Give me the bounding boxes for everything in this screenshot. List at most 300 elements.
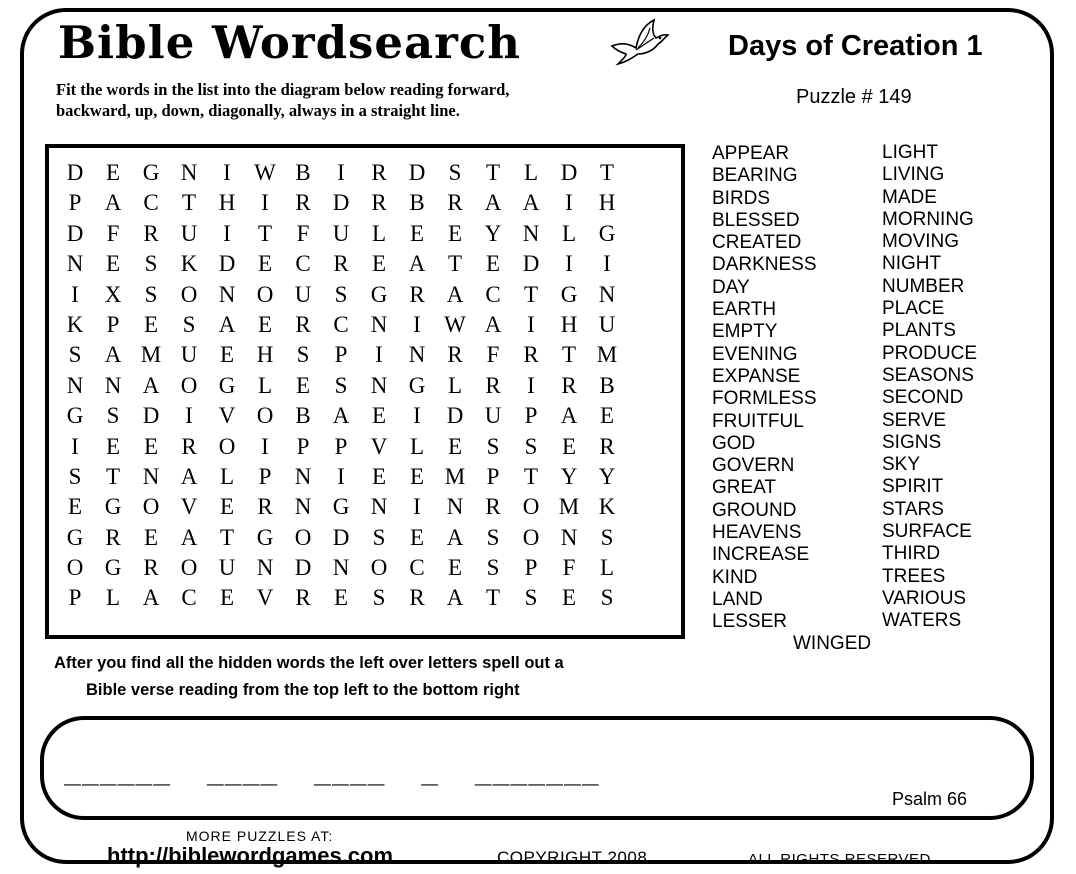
grid-cell[interactable]: T bbox=[561, 342, 577, 368]
grid-cell[interactable]: O bbox=[180, 555, 198, 581]
grid-cell[interactable]: I bbox=[527, 372, 535, 398]
grid-cell[interactable]: I bbox=[261, 190, 269, 216]
grid-cell[interactable]: I bbox=[413, 311, 421, 337]
grid-cell[interactable]: N bbox=[256, 555, 274, 581]
grid-cell[interactable]: R bbox=[181, 433, 197, 459]
grid-cell[interactable]: G bbox=[104, 494, 122, 520]
grid-cell[interactable]: N bbox=[522, 220, 540, 246]
grid-cell[interactable]: O bbox=[218, 433, 236, 459]
word-list-item: LAND bbox=[712, 588, 763, 610]
grid-cell[interactable]: B bbox=[295, 403, 311, 429]
grid-cell[interactable]: R bbox=[485, 494, 501, 520]
grid-row bbox=[56, 280, 626, 310]
grid-cell[interactable]: A bbox=[446, 524, 464, 550]
grid-cell[interactable]: T bbox=[523, 281, 539, 307]
grid-cell[interactable]: P bbox=[106, 311, 120, 337]
copyright-text: COPYRIGHT 2008 bbox=[497, 848, 648, 867]
grid-cell[interactable]: G bbox=[560, 281, 578, 307]
grid-cell[interactable]: R bbox=[409, 281, 425, 307]
grid-cell[interactable]: O bbox=[180, 372, 198, 398]
grid-cell[interactable]: S bbox=[486, 524, 500, 550]
grid-cell[interactable]: E bbox=[67, 494, 83, 520]
grid-cell[interactable]: A bbox=[446, 281, 464, 307]
verse-reference: Psalm 66 bbox=[892, 789, 968, 809]
word-list-item: FORMLESS bbox=[712, 388, 817, 410]
grid-cell[interactable]: N bbox=[408, 342, 426, 368]
grid-cell[interactable]: L bbox=[409, 433, 425, 459]
grid-cell[interactable]: F bbox=[486, 342, 500, 368]
page-title: Bible Wordsearch bbox=[58, 16, 521, 69]
grid-cell[interactable]: N bbox=[142, 463, 160, 489]
grid-cell[interactable]: Y bbox=[484, 220, 502, 246]
word-list-item: BLESSED bbox=[712, 209, 800, 231]
grid-cell[interactable]: H bbox=[218, 190, 236, 216]
word-list-item: EMPTY bbox=[712, 321, 778, 343]
grid-cell[interactable]: R bbox=[523, 342, 539, 368]
grid-cell[interactable]: N bbox=[370, 311, 388, 337]
grid-cell[interactable]: B bbox=[599, 372, 615, 398]
grid-cell[interactable]: N bbox=[294, 463, 312, 489]
grid-cell[interactable]: L bbox=[257, 372, 273, 398]
grid-cell[interactable]: C bbox=[143, 190, 159, 216]
grid-row bbox=[56, 553, 626, 583]
instructions-line-2: backward, up, down, diagonally, always in a straight line. bbox=[56, 101, 460, 120]
grid-cell[interactable]: D bbox=[522, 251, 540, 277]
grid-cell[interactable]: Y bbox=[598, 463, 616, 489]
grid-cell[interactable]: R bbox=[295, 311, 311, 337]
grid-cell[interactable]: D bbox=[294, 555, 312, 581]
grid-cell[interactable]: X bbox=[104, 281, 122, 307]
grid-cell[interactable]: R bbox=[143, 555, 159, 581]
grid-cell[interactable]: S bbox=[182, 311, 196, 337]
grid-cell[interactable]: T bbox=[257, 220, 273, 246]
grid-row bbox=[56, 401, 626, 431]
word-list-item: THIRD bbox=[882, 543, 941, 565]
grid-row bbox=[56, 310, 626, 340]
grid-cell[interactable]: A bbox=[180, 463, 198, 489]
grid-cell[interactable]: O bbox=[294, 524, 312, 550]
grid-cell[interactable]: E bbox=[219, 342, 235, 368]
grid-cell[interactable]: O bbox=[370, 555, 388, 581]
grid-cell[interactable]: N bbox=[218, 281, 236, 307]
grid-row bbox=[56, 188, 626, 218]
grid-cell[interactable]: D bbox=[66, 160, 84, 185]
grid-cell[interactable]: M bbox=[444, 463, 466, 489]
word-list-item: GREAT bbox=[712, 477, 777, 499]
grid-cell[interactable]: C bbox=[333, 311, 349, 337]
word-list-item: NIGHT bbox=[882, 253, 942, 275]
grid-cell[interactable]: A bbox=[332, 403, 350, 429]
grid-cell[interactable]: R bbox=[295, 190, 311, 216]
grid-cell[interactable]: S bbox=[486, 555, 500, 581]
grid-cell[interactable]: G bbox=[66, 403, 84, 429]
grid-cell[interactable]: N bbox=[560, 524, 578, 550]
grid-cell[interactable]: N bbox=[104, 372, 122, 398]
grid-cell[interactable]: E bbox=[409, 220, 425, 246]
grid-cell[interactable]: U bbox=[484, 403, 502, 429]
grid-cell[interactable]: S bbox=[68, 463, 82, 489]
grid-cell[interactable]: D bbox=[218, 251, 236, 277]
word-list-item: FRUITFUL bbox=[712, 410, 804, 432]
grid-cell[interactable]: R bbox=[409, 585, 425, 611]
grid-cell[interactable]: P bbox=[68, 585, 82, 611]
grid-cell[interactable]: A bbox=[142, 585, 160, 611]
grid-cell[interactable]: I bbox=[223, 160, 231, 185]
grid-cell[interactable]: R bbox=[333, 251, 349, 277]
grid-row bbox=[56, 432, 626, 462]
grid-cell[interactable]: D bbox=[332, 190, 350, 216]
grid-cell[interactable]: R bbox=[371, 160, 387, 185]
grid-cell[interactable]: O bbox=[522, 524, 540, 550]
after-line-2: Bible verse reading from the top left to the bottom right bbox=[86, 681, 520, 699]
answer-blanks[interactable]: ______ ____ ____ _ _______ bbox=[64, 753, 600, 786]
grid-cell[interactable]: P bbox=[296, 433, 310, 459]
grid-row bbox=[56, 249, 626, 279]
grid-cell[interactable]: E bbox=[257, 251, 273, 277]
grid-cell[interactable]: T bbox=[219, 524, 235, 550]
grid-cell[interactable]: I bbox=[375, 342, 383, 368]
grid-cell[interactable]: N bbox=[332, 555, 350, 581]
grid-cell[interactable]: S bbox=[144, 251, 158, 277]
grid-cell[interactable]: T bbox=[105, 463, 121, 489]
grid-cell[interactable]: N bbox=[370, 494, 388, 520]
grid-cell[interactable]: E bbox=[105, 433, 121, 459]
grid-cell[interactable]: R bbox=[561, 372, 577, 398]
word-list-item: MOVING bbox=[882, 231, 960, 253]
word-list-item: KIND bbox=[712, 566, 758, 588]
word-list-last-word: WINGED bbox=[793, 633, 872, 654]
grid-cell[interactable]: U bbox=[218, 555, 236, 581]
grid-cell[interactable]: E bbox=[447, 433, 463, 459]
grid-cell[interactable]: G bbox=[408, 372, 426, 398]
grid-cell[interactable]: U bbox=[180, 220, 198, 246]
grid-cell[interactable]: I bbox=[565, 251, 573, 277]
grid-cell[interactable]: Y bbox=[560, 463, 578, 489]
grid-cell[interactable]: E bbox=[561, 585, 577, 611]
word-list-item: BEARING bbox=[712, 165, 798, 187]
grid-cell[interactable]: R bbox=[105, 524, 121, 550]
grid-cell[interactable]: I bbox=[185, 403, 193, 429]
word-list-item: SECOND bbox=[882, 387, 964, 409]
grid-cell[interactable]: G bbox=[332, 494, 350, 520]
grid-cell[interactable]: N bbox=[294, 494, 312, 520]
word-list-item: SPIRIT bbox=[882, 476, 944, 498]
grid-cell[interactable]: E bbox=[409, 524, 425, 550]
grid-cell[interactable]: G bbox=[142, 160, 160, 185]
grid-cell[interactable]: O bbox=[256, 281, 274, 307]
grid-cell[interactable]: R bbox=[143, 220, 159, 246]
grid-cell[interactable]: E bbox=[143, 433, 159, 459]
grid-cell[interactable]: H bbox=[256, 342, 274, 368]
grid-cell[interactable]: E bbox=[599, 403, 615, 429]
grid-cell[interactable]: S bbox=[372, 524, 386, 550]
word-list-item: GOVERN bbox=[712, 455, 795, 477]
grid-cell[interactable]: C bbox=[409, 555, 425, 581]
grid-cell[interactable]: U bbox=[294, 281, 312, 307]
word-list-item: VARIOUS bbox=[882, 587, 967, 609]
grid-cell[interactable]: I bbox=[565, 190, 573, 216]
grid-cell[interactable]: B bbox=[295, 160, 311, 185]
word-list-item: LIGHT bbox=[882, 142, 938, 163]
grid-row bbox=[56, 583, 626, 613]
word-list-item: PLANTS bbox=[882, 320, 956, 342]
grid-cell[interactable]: C bbox=[181, 585, 197, 611]
grid-cell[interactable]: A bbox=[104, 342, 122, 368]
rights-text: ALL RIGHTS RESERVED bbox=[748, 851, 931, 868]
word-list-item: HEAVENS bbox=[712, 522, 802, 544]
grid-cell[interactable]: N bbox=[446, 494, 464, 520]
grid-cell[interactable]: O bbox=[180, 281, 198, 307]
grid-cell[interactable]: I bbox=[413, 403, 421, 429]
grid-cell[interactable]: S bbox=[334, 281, 348, 307]
grid-cell[interactable]: T bbox=[485, 160, 501, 185]
grid-cell[interactable]: E bbox=[447, 555, 463, 581]
word-list-item: PLACE bbox=[882, 298, 945, 320]
grid-cell[interactable]: S bbox=[448, 160, 462, 185]
grid-cell[interactable]: E bbox=[105, 160, 121, 185]
grid-cell[interactable]: G bbox=[256, 524, 274, 550]
grid-cell[interactable]: P bbox=[524, 555, 538, 581]
word-list-item: INCREASE bbox=[712, 544, 810, 566]
puzzle-number: Puzzle # 149 bbox=[796, 86, 912, 108]
grid-cell[interactable]: D bbox=[142, 403, 160, 429]
grid-cell[interactable]: D bbox=[408, 160, 426, 185]
grid-cell[interactable]: E bbox=[485, 251, 501, 277]
word-list-item: LIVING bbox=[882, 164, 945, 186]
grid-cell[interactable]: E bbox=[105, 251, 121, 277]
grid-cell[interactable]: E bbox=[333, 585, 349, 611]
grid-cell[interactable]: O bbox=[66, 555, 84, 581]
grid-cell[interactable]: V bbox=[370, 433, 388, 459]
grid-row bbox=[56, 219, 626, 249]
grid-cell[interactable]: S bbox=[144, 281, 158, 307]
grid-cell[interactable]: A bbox=[484, 190, 502, 216]
word-list-item: MADE bbox=[882, 186, 937, 208]
word-list-item: GOD bbox=[712, 432, 756, 454]
word-list-item: LESSER bbox=[712, 611, 787, 633]
grid-cell[interactable]: I bbox=[527, 311, 535, 337]
word-list-item: TREES bbox=[882, 565, 946, 587]
grid-cell[interactable]: U bbox=[180, 342, 198, 368]
grid-cell[interactable]: H bbox=[598, 190, 616, 216]
grid-cell[interactable]: A bbox=[408, 251, 426, 277]
grid-cell[interactable]: L bbox=[599, 555, 615, 581]
grid-cell[interactable]: N bbox=[370, 372, 388, 398]
grid-cell[interactable]: P bbox=[334, 433, 348, 459]
grid-cell[interactable]: D bbox=[446, 403, 464, 429]
grid-cell[interactable]: S bbox=[68, 342, 82, 368]
grid-cell[interactable]: E bbox=[143, 311, 159, 337]
grid-cell[interactable]: S bbox=[524, 433, 538, 459]
word-list-item: SKY bbox=[882, 454, 921, 476]
word-list-item: BIRDS bbox=[712, 187, 771, 209]
grid-cell[interactable]: K bbox=[180, 251, 198, 277]
word-list-item: WATERS bbox=[882, 610, 962, 632]
grid-cell[interactable]: N bbox=[66, 372, 84, 398]
after-line-1: After you find all the hidden words the left over letters spell out a bbox=[54, 654, 564, 672]
grid-cell[interactable]: S bbox=[334, 372, 348, 398]
grid-row bbox=[56, 523, 626, 553]
grid-cell[interactable]: A bbox=[142, 372, 160, 398]
word-list-item: EVENING bbox=[712, 343, 798, 365]
grid-cell[interactable]: O bbox=[522, 494, 540, 520]
word-list-item: MORNING bbox=[882, 208, 974, 230]
grid-cell[interactable]: F bbox=[106, 220, 120, 246]
grid-cell[interactable]: G bbox=[66, 524, 84, 550]
grid-cell[interactable]: N bbox=[598, 281, 616, 307]
website-link[interactable]: http://biblewordgames.com bbox=[107, 843, 394, 868]
grid-cell[interactable]: S bbox=[524, 585, 538, 611]
grid-row bbox=[56, 492, 626, 522]
grid-cell[interactable]: E bbox=[219, 585, 235, 611]
grid-cell[interactable]: R bbox=[371, 190, 387, 216]
word-list-item: DARKNESS bbox=[712, 254, 817, 276]
grid-cell[interactable]: H bbox=[560, 311, 578, 337]
grid-cell[interactable]: U bbox=[332, 220, 350, 246]
grid-cell[interactable]: M bbox=[140, 342, 162, 368]
grid-cell[interactable]: R bbox=[257, 494, 273, 520]
word-list-item: NUMBER bbox=[882, 275, 965, 297]
grid-cell[interactable]: T bbox=[485, 585, 501, 611]
grid-cell[interactable]: V bbox=[218, 403, 236, 429]
puzzle-subtitle: Days of Creation 1 bbox=[728, 30, 983, 62]
grid-cell[interactable]: E bbox=[371, 251, 387, 277]
grid-cell[interactable]: S bbox=[372, 585, 386, 611]
grid-cell[interactable]: T bbox=[523, 463, 539, 489]
word-list-item: CREATED bbox=[712, 232, 802, 254]
grid-cell[interactable]: R bbox=[295, 585, 311, 611]
grid-cell[interactable]: R bbox=[447, 342, 463, 368]
word-list-column-2 bbox=[882, 142, 977, 633]
grid-cell[interactable]: R bbox=[599, 433, 615, 459]
word-list-column-1 bbox=[712, 143, 817, 634]
grid-cell[interactable]: P bbox=[486, 463, 500, 489]
grid-cell[interactable]: T bbox=[599, 160, 615, 185]
grid-cell[interactable]: D bbox=[560, 160, 578, 185]
grid-cell[interactable]: W bbox=[254, 160, 276, 185]
grid-cell[interactable]: A bbox=[180, 524, 198, 550]
grid-cell[interactable]: M bbox=[596, 342, 618, 368]
grid-cell[interactable]: A bbox=[104, 190, 122, 216]
grid-cell[interactable]: I bbox=[337, 160, 345, 185]
word-list-item: EXPANSE bbox=[712, 365, 801, 387]
grid-cell[interactable]: C bbox=[485, 281, 501, 307]
grid-cell[interactable]: F bbox=[562, 555, 576, 581]
grid-cell[interactable]: K bbox=[66, 311, 84, 337]
grid-row bbox=[56, 371, 626, 401]
grid-cell[interactable]: O bbox=[142, 494, 160, 520]
grid-row bbox=[56, 462, 626, 492]
grid-cell[interactable]: G bbox=[218, 372, 236, 398]
grid-cell[interactable]: N bbox=[66, 251, 84, 277]
more-puzzles-label: MORE PUZZLES AT: bbox=[186, 828, 334, 844]
grid-cell[interactable]: A bbox=[560, 403, 578, 429]
grid-cell[interactable]: I bbox=[337, 463, 345, 489]
grid-cell[interactable]: L bbox=[561, 220, 577, 246]
word-list-item: APPEAR bbox=[712, 143, 790, 164]
grid-cell[interactable]: L bbox=[447, 372, 463, 398]
grid-cell[interactable]: U bbox=[598, 311, 616, 337]
grid-cell[interactable]: I bbox=[261, 433, 269, 459]
grid-cell[interactable]: E bbox=[561, 433, 577, 459]
grid-cell[interactable]: B bbox=[409, 190, 425, 216]
grid-cell[interactable]: S bbox=[600, 524, 614, 550]
grid-cell[interactable]: L bbox=[219, 463, 235, 489]
grid-cell[interactable]: M bbox=[558, 494, 580, 520]
grid-cell[interactable]: R bbox=[447, 190, 463, 216]
grid-cell[interactable]: N bbox=[180, 160, 198, 185]
grid-cell[interactable]: V bbox=[256, 585, 274, 611]
grid-cell[interactable]: E bbox=[295, 372, 311, 398]
grid-cell[interactable]: I bbox=[71, 433, 79, 459]
grid-cell[interactable]: E bbox=[409, 463, 425, 489]
grid-cell[interactable]: R bbox=[485, 372, 501, 398]
word-list-item: GROUND bbox=[712, 499, 797, 521]
word-list-item: SURFACE bbox=[882, 521, 972, 543]
grid-cell[interactable]: E bbox=[371, 403, 387, 429]
word-list-item: SIGNS bbox=[882, 431, 942, 453]
grid-cell[interactable]: F bbox=[296, 220, 310, 246]
grid-cell[interactable]: C bbox=[295, 251, 311, 277]
grid-cell[interactable]: I bbox=[413, 494, 421, 520]
grid-cell[interactable]: I bbox=[223, 220, 231, 246]
letter-grid bbox=[56, 158, 626, 614]
grid-cell[interactable]: E bbox=[219, 494, 235, 520]
grid-cell[interactable]: P bbox=[258, 463, 272, 489]
grid-cell[interactable]: P bbox=[524, 403, 538, 429]
grid-cell[interactable]: S bbox=[296, 342, 310, 368]
grid-cell[interactable]: E bbox=[371, 463, 387, 489]
grid-cell[interactable]: E bbox=[257, 311, 273, 337]
grid-cell[interactable]: G bbox=[104, 555, 122, 581]
word-list-item: PRODUCE bbox=[882, 342, 978, 364]
grid-cell[interactable]: L bbox=[105, 585, 121, 611]
word-list-item: EARTH bbox=[712, 299, 777, 321]
grid-cell[interactable]: E bbox=[447, 220, 463, 246]
grid-cell[interactable]: P bbox=[334, 342, 348, 368]
word-list-item: DAY bbox=[712, 276, 750, 298]
grid-cell[interactable]: T bbox=[447, 251, 463, 277]
grid-cell[interactable]: V bbox=[180, 494, 198, 520]
grid-cell[interactable]: S bbox=[486, 433, 500, 459]
grid-cell[interactable]: W bbox=[444, 311, 466, 337]
grid-cell[interactable]: A bbox=[484, 311, 502, 337]
grid-cell[interactable]: E bbox=[143, 524, 159, 550]
word-list-item: STARS bbox=[882, 498, 944, 520]
grid-cell[interactable]: A bbox=[218, 311, 236, 337]
grid-cell[interactable]: S bbox=[600, 585, 614, 611]
grid-cell[interactable]: S bbox=[106, 403, 120, 429]
grid-cell[interactable]: A bbox=[522, 190, 540, 216]
word-list-item: SEASONS bbox=[882, 364, 974, 386]
grid-cell[interactable]: G bbox=[598, 220, 616, 246]
grid-cell[interactable]: T bbox=[181, 190, 197, 216]
grid-row bbox=[56, 340, 626, 370]
grid-cell[interactable]: D bbox=[332, 524, 350, 550]
grid-cell[interactable]: I bbox=[71, 281, 79, 307]
grid-row bbox=[56, 158, 626, 188]
grid-cell[interactable]: L bbox=[523, 160, 539, 185]
grid-cell[interactable]: L bbox=[371, 220, 387, 246]
instructions bbox=[56, 79, 696, 121]
grid-cell[interactable]: O bbox=[256, 403, 274, 429]
grid-cell[interactable]: A bbox=[446, 585, 464, 611]
grid-cell[interactable]: D bbox=[66, 220, 84, 246]
grid-cell[interactable]: G bbox=[370, 281, 388, 307]
grid-cell[interactable]: I bbox=[603, 251, 611, 277]
grid-cell[interactable]: P bbox=[68, 190, 82, 216]
grid-cell[interactable]: K bbox=[598, 494, 616, 520]
